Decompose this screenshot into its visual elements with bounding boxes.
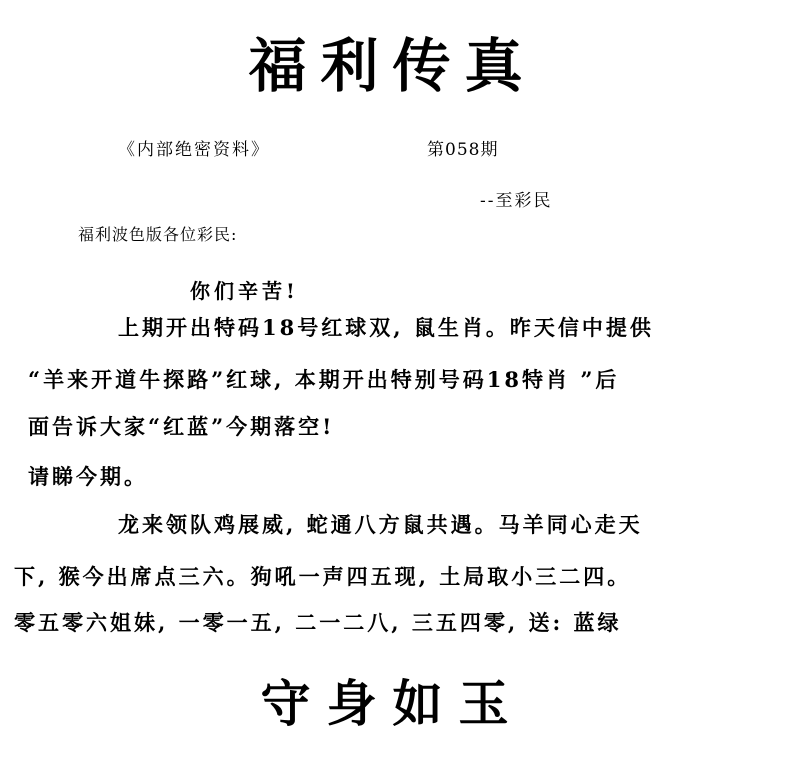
body-line-4: 请睇今期。 (28, 464, 148, 489)
body-line-3: 面告诉大家“红蓝”今期落空! (28, 414, 335, 439)
footer-motto: 守身如玉 (260, 674, 525, 733)
body-line-2: “羊来开道牛探路”红球, 本期开出特别号码18特肖 ”后 (28, 367, 620, 392)
recipient-signature: --至彩民 (480, 191, 553, 211)
body-line-6: 下, 猴今出席点三六。狗吼一声四五现, 土局取小三二四。 (14, 564, 632, 589)
body-line-1: 上期开出特码18号红球双, 鼠生肖。昨天信中提供 (118, 315, 654, 340)
document-title: 福利传真 (248, 32, 537, 100)
salutation: 福利波色版各位彩民: (78, 225, 238, 244)
greeting: 你们辛苦! (190, 279, 299, 303)
issue-number: 第058期 (427, 140, 499, 160)
body-line-5: 龙来领队鸡展威, 蛇通八方鼠共遇。马羊同心走天 (118, 512, 643, 537)
confidential-label: 《内部绝密资料》 (118, 140, 270, 160)
body-line-7: 零五零六姐妹, 一零一五, 二一二八, 三五四零, 送: 蓝绿 (14, 610, 622, 635)
